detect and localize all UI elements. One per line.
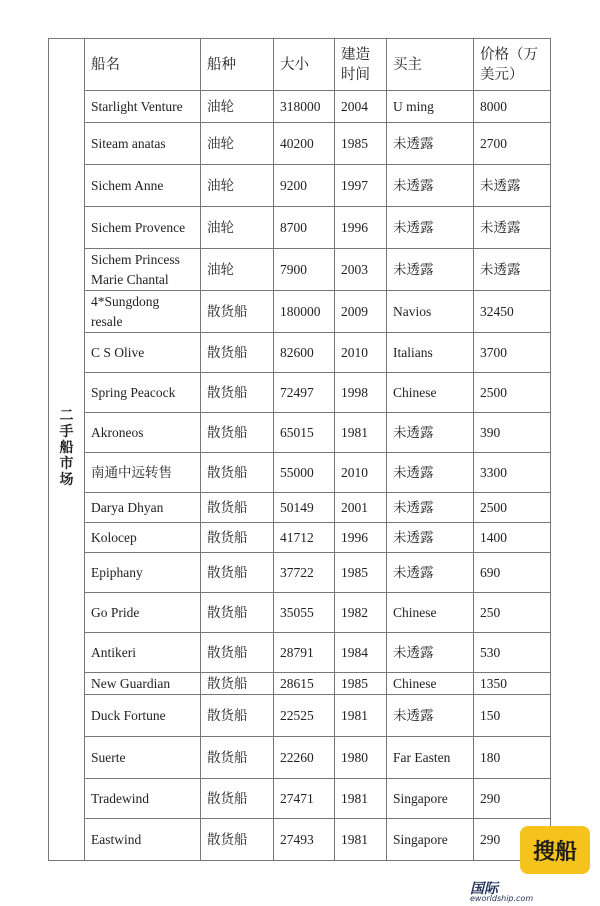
price-cell: 390 <box>474 413 551 453</box>
ship-name-cell: 南通中远转售 <box>85 453 201 493</box>
ship-size-cell: 7900 <box>274 249 335 291</box>
build-year-cell: 2004 <box>335 91 387 123</box>
table-row <box>49 123 551 165</box>
ship-name-cell: Spring Peacock <box>85 373 201 413</box>
table-row <box>49 779 551 819</box>
ship-size-cell: 27471 <box>274 779 335 819</box>
ship-name-cell: C S Olive <box>85 333 201 373</box>
buyer-cell: 未透露 <box>387 249 474 291</box>
build-year-cell: 1981 <box>335 695 387 737</box>
buyer-cell: 未透露 <box>387 453 474 493</box>
ship-type-cell: 散货船 <box>201 333 274 373</box>
buyer-cell: 未透露 <box>387 695 474 737</box>
ship-type-cell: 油轮 <box>201 207 274 249</box>
table-row <box>49 291 551 333</box>
ship-name-cell: Suerte <box>85 737 201 779</box>
ship-name-cell: Kolocep <box>85 523 201 553</box>
build-year-cell: 1985 <box>335 553 387 593</box>
table-row <box>49 523 551 553</box>
buyer-cell: 未透露 <box>387 413 474 453</box>
price-cell: 未透露 <box>474 207 551 249</box>
build-year-cell: 1981 <box>335 779 387 819</box>
ship-name-cell: Akroneos <box>85 413 201 453</box>
table-row <box>49 453 551 493</box>
header-ship-type: 船种 <box>201 39 274 91</box>
ship-type-cell: 散货船 <box>201 453 274 493</box>
table-row <box>49 373 551 413</box>
ship-name-cell: Sichem Provence <box>85 207 201 249</box>
ship-type-cell: 散货船 <box>201 553 274 593</box>
buyer-cell: Chinese <box>387 673 474 695</box>
header-ship-name: 船名 <box>85 39 201 91</box>
header-buyer: 买主 <box>387 39 474 91</box>
build-year-cell: 1982 <box>335 593 387 633</box>
ship-size-cell: 27493 <box>274 819 335 861</box>
buyer-cell: 未透露 <box>387 165 474 207</box>
table-row <box>49 165 551 207</box>
ship-type-cell: 油轮 <box>201 91 274 123</box>
buyer-cell: Far Easten <box>387 737 474 779</box>
table-row <box>49 737 551 779</box>
ship-type-cell: 油轮 <box>201 165 274 207</box>
table-row <box>49 207 551 249</box>
sochuan-logo-badge: 搜船 <box>520 826 590 874</box>
ship-size-cell: 318000 <box>274 91 335 123</box>
price-cell: 1400 <box>474 523 551 553</box>
build-year-cell: 1985 <box>335 123 387 165</box>
price-cell: 32450 <box>474 291 551 333</box>
build-year-cell: 1998 <box>335 373 387 413</box>
ship-size-cell: 55000 <box>274 453 335 493</box>
table-row <box>49 553 551 593</box>
ship-name-cell: Sichem Princess Marie Chantal <box>85 249 201 291</box>
ship-name-cell: Go Pride <box>85 593 201 633</box>
ship-size-cell: 50149 <box>274 493 335 523</box>
build-year-cell: 2009 <box>335 291 387 333</box>
ship-size-cell: 28615 <box>274 673 335 695</box>
price-cell: 8000 <box>474 91 551 123</box>
buyer-cell: Navios <box>387 291 474 333</box>
ship-size-cell: 82600 <box>274 333 335 373</box>
table-row <box>49 333 551 373</box>
build-year-cell: 2010 <box>335 333 387 373</box>
price-cell: 2700 <box>474 123 551 165</box>
build-year-cell: 1997 <box>335 165 387 207</box>
table-row <box>49 91 551 123</box>
build-year-cell: 2001 <box>335 493 387 523</box>
buyer-cell: 未透露 <box>387 523 474 553</box>
header-ship-size: 大小 <box>274 39 335 91</box>
watermark-site: eworldship.com <box>470 894 534 903</box>
table-row <box>49 673 551 695</box>
ship-type-cell: 散货船 <box>201 291 274 333</box>
build-year-cell: 2010 <box>335 453 387 493</box>
ship-size-cell: 41712 <box>274 523 335 553</box>
ship-size-cell: 65015 <box>274 413 335 453</box>
buyer-cell: Singapore <box>387 779 474 819</box>
table-row <box>49 249 551 291</box>
ship-type-cell: 散货船 <box>201 673 274 695</box>
header-row <box>49 39 551 91</box>
ship-name-cell: New Guardian <box>85 673 201 695</box>
table-row <box>49 819 551 861</box>
price-cell: 3700 <box>474 333 551 373</box>
buyer-cell: 未透露 <box>387 207 474 249</box>
price-cell: 180 <box>474 737 551 779</box>
ship-name-cell: Darya Dhyan <box>85 493 201 523</box>
price-cell: 3300 <box>474 453 551 493</box>
ship-size-cell: 22260 <box>274 737 335 779</box>
ship-size-cell: 8700 <box>274 207 335 249</box>
ship-name-cell: Siteam anatas <box>85 123 201 165</box>
ship-type-cell: 散货船 <box>201 737 274 779</box>
build-year-cell: 2003 <box>335 249 387 291</box>
ship-size-cell: 22525 <box>274 695 335 737</box>
ship-size-cell: 40200 <box>274 123 335 165</box>
table-row <box>49 695 551 737</box>
buyer-cell: 未透露 <box>387 493 474 523</box>
ship-name-cell: Starlight Venture <box>85 91 201 123</box>
price-cell: 290 <box>474 819 551 861</box>
buyer-cell: Singapore <box>387 819 474 861</box>
buyer-cell: 未透露 <box>387 553 474 593</box>
ship-type-cell: 油轮 <box>201 123 274 165</box>
price-cell: 150 <box>474 695 551 737</box>
price-cell: 530 <box>474 633 551 673</box>
build-year-cell: 1981 <box>335 413 387 453</box>
header-price: 价格（万 美元） <box>474 39 551 91</box>
buyer-cell: Italians <box>387 333 474 373</box>
ship-size-cell: 180000 <box>274 291 335 333</box>
price-cell: 290 <box>474 779 551 819</box>
ship-name-cell: Tradewind <box>85 779 201 819</box>
price-cell: 2500 <box>474 493 551 523</box>
price-cell: 250 <box>474 593 551 633</box>
ship-type-cell: 散货船 <box>201 779 274 819</box>
table-row <box>49 493 551 523</box>
build-year-cell: 1985 <box>335 673 387 695</box>
build-year-cell: 1984 <box>335 633 387 673</box>
ship-type-cell: 油轮 <box>201 249 274 291</box>
ship-name-cell: Duck Fortune <box>85 695 201 737</box>
build-year-cell: 1981 <box>335 819 387 861</box>
price-cell: 未透露 <box>474 249 551 291</box>
section-label: 二手船市场 <box>59 409 74 488</box>
ship-size-cell: 72497 <box>274 373 335 413</box>
buyer-cell: 未透露 <box>387 123 474 165</box>
ship-type-cell: 散货船 <box>201 819 274 861</box>
build-year-cell: 1980 <box>335 737 387 779</box>
ship-type-cell: 散货船 <box>201 523 274 553</box>
buyer-cell: Chinese <box>387 373 474 413</box>
ship-type-cell: 散货船 <box>201 413 274 453</box>
table-row <box>49 633 551 673</box>
ship-type-cell: 散货船 <box>201 593 274 633</box>
price-cell: 690 <box>474 553 551 593</box>
table-row <box>49 593 551 633</box>
ship-size-cell: 9200 <box>274 165 335 207</box>
ship-name-cell: Epiphany <box>85 553 201 593</box>
price-cell: 2500 <box>474 373 551 413</box>
ship-size-cell: 37722 <box>274 553 335 593</box>
ship-type-cell: 散货船 <box>201 695 274 737</box>
ship-name-cell: Sichem Anne <box>85 165 201 207</box>
buyer-cell: U ming <box>387 91 474 123</box>
ship-type-cell: 散货船 <box>201 633 274 673</box>
ship-sales-table <box>48 38 551 861</box>
ship-type-cell: 散货船 <box>201 493 274 523</box>
ship-type-cell: 散货船 <box>201 373 274 413</box>
ship-name-cell: 4*Sungdong resale <box>85 291 201 333</box>
ship-name-cell: Antikeri <box>85 633 201 673</box>
price-cell: 1350 <box>474 673 551 695</box>
table-row <box>49 413 551 453</box>
buyer-cell: 未透露 <box>387 633 474 673</box>
build-year-cell: 1996 <box>335 207 387 249</box>
build-year-cell: 1996 <box>335 523 387 553</box>
ship-size-cell: 28791 <box>274 633 335 673</box>
buyer-cell: Chinese <box>387 593 474 633</box>
ship-size-cell: 35055 <box>274 593 335 633</box>
ship-name-cell: Eastwind <box>85 819 201 861</box>
section-label-cell <box>49 39 85 861</box>
watermark-logo: 国际 <box>470 881 498 897</box>
price-cell: 未透露 <box>474 165 551 207</box>
header-build-year: 建造 时间 <box>335 39 387 91</box>
